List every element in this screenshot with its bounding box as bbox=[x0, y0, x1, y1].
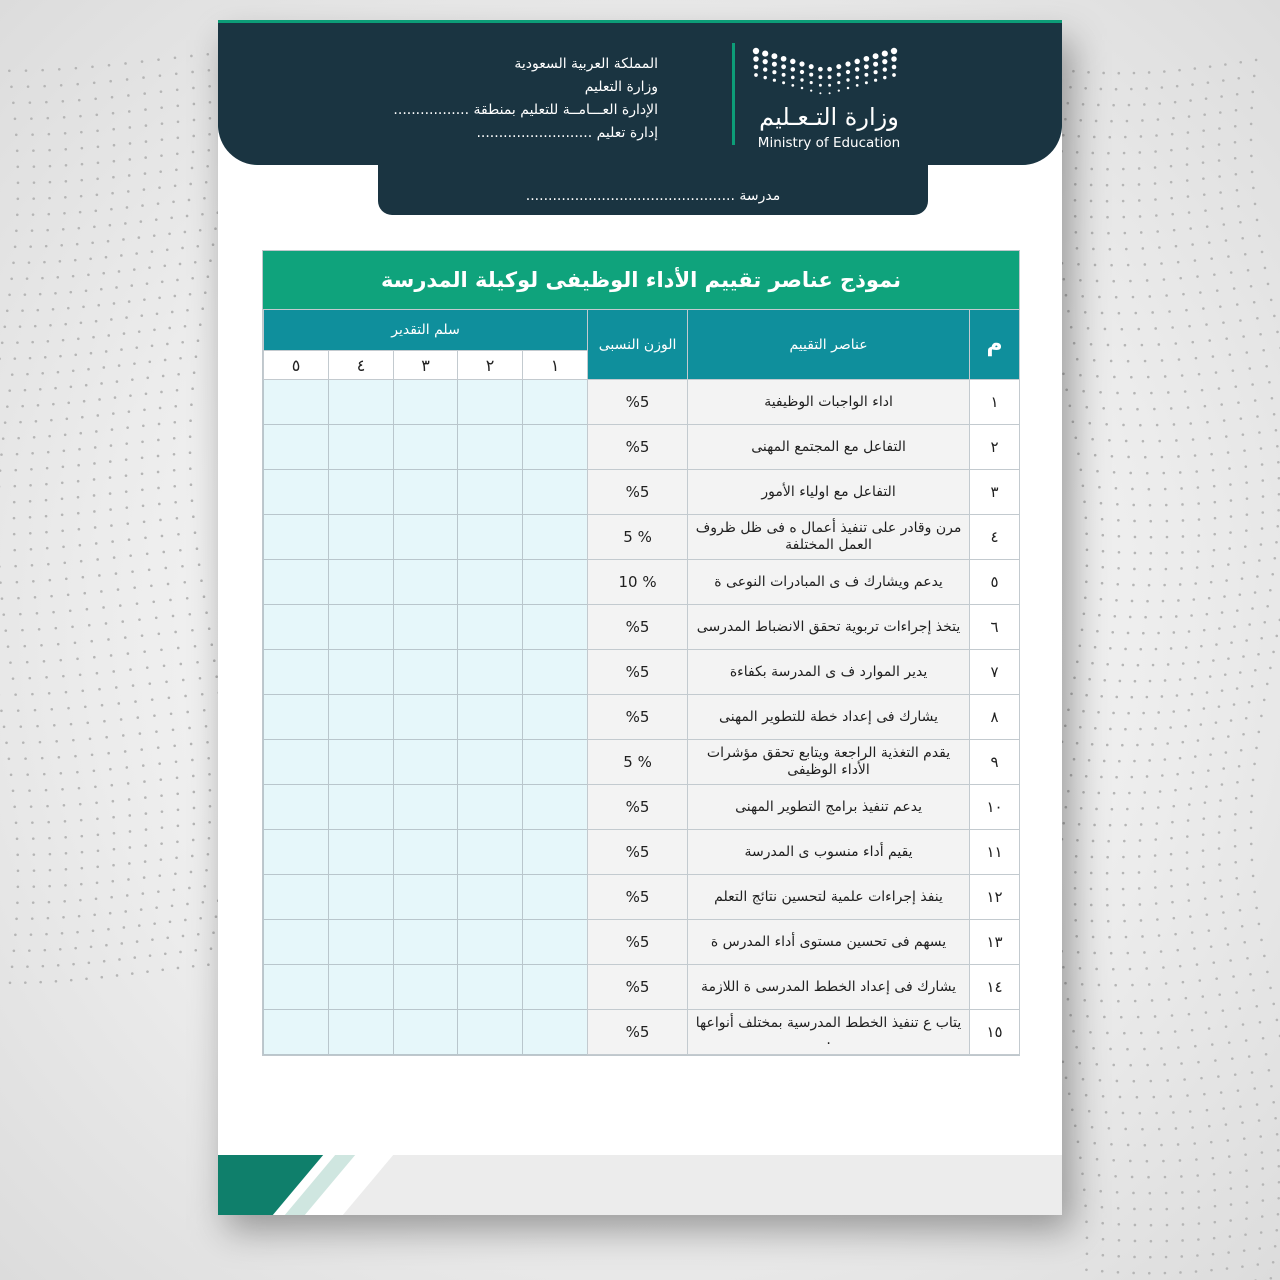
rating-cell-1[interactable] bbox=[523, 650, 588, 695]
evaluation-item: يسهم فى تحسين مستوى أداء المدرس ة bbox=[688, 920, 970, 965]
rating-cell-5[interactable] bbox=[264, 920, 329, 965]
rating-scale-3: ٣ bbox=[394, 351, 458, 380]
relative-weight: % 10 bbox=[588, 560, 688, 605]
rating-cell-1[interactable] bbox=[523, 1010, 588, 1055]
header-index: م bbox=[970, 310, 1020, 380]
rating-cell-2[interactable] bbox=[458, 830, 523, 875]
rating-cell-5[interactable] bbox=[264, 650, 329, 695]
table-row bbox=[264, 785, 1020, 830]
rating-cell-4[interactable] bbox=[329, 1010, 394, 1055]
rating-cell-4[interactable] bbox=[329, 650, 394, 695]
rating-cell-4[interactable] bbox=[329, 425, 394, 470]
rating-cell-5[interactable] bbox=[264, 695, 329, 740]
row-index: ١ bbox=[970, 380, 1020, 425]
row-index: ٤ bbox=[970, 515, 1020, 560]
evaluation-item: يقيم أداء منسوب ى المدرسة bbox=[688, 830, 970, 875]
row-index: ٩ bbox=[970, 740, 1020, 785]
rating-cell-3[interactable] bbox=[394, 785, 458, 830]
row-index: ٥ bbox=[970, 560, 1020, 605]
relative-weight: %5 bbox=[588, 470, 688, 515]
rating-cell-4[interactable] bbox=[329, 785, 394, 830]
rating-cell-2[interactable] bbox=[458, 1010, 523, 1055]
rating-cell-5[interactable] bbox=[264, 560, 329, 605]
rating-cell-3[interactable] bbox=[394, 560, 458, 605]
header-evaluation-items: عناصر التقييم bbox=[688, 310, 970, 380]
rating-cell-3[interactable] bbox=[394, 740, 458, 785]
row-index: ١٠ bbox=[970, 785, 1020, 830]
rating-cell-2[interactable] bbox=[458, 920, 523, 965]
evaluation-item: التفاعل مع المجتمع المهنى bbox=[688, 425, 970, 470]
relative-weight: %5 bbox=[588, 605, 688, 650]
relative-weight: %5 bbox=[588, 875, 688, 920]
relative-weight: %5 bbox=[588, 1010, 688, 1055]
relative-weight: %5 bbox=[588, 425, 688, 470]
rating-cell-2[interactable] bbox=[458, 695, 523, 740]
rating-cell-2[interactable] bbox=[458, 965, 523, 1010]
rating-cell-1[interactable] bbox=[523, 470, 588, 515]
table-row bbox=[264, 650, 1020, 695]
rating-cell-5[interactable] bbox=[264, 515, 329, 560]
header-address-block bbox=[368, 53, 658, 145]
rating-cell-1[interactable] bbox=[523, 425, 588, 470]
rating-cell-5[interactable] bbox=[264, 875, 329, 920]
table-row bbox=[264, 920, 1020, 965]
evaluation-item: يدعم ويشارك ف ى المبادرات النوعى ة bbox=[688, 560, 970, 605]
rating-cell-2[interactable] bbox=[458, 560, 523, 605]
relative-weight: %5 bbox=[588, 380, 688, 425]
rating-cell-3[interactable] bbox=[394, 920, 458, 965]
rating-cell-3[interactable] bbox=[394, 470, 458, 515]
logo-dot-mark bbox=[748, 45, 908, 105]
evaluation-form-page bbox=[218, 20, 1062, 1215]
rating-cell-3[interactable] bbox=[394, 965, 458, 1010]
header-line-general-administration: الإدارة العـــامــة للتعليم بمنطقة ................. bbox=[393, 102, 658, 118]
relative-weight: %5 bbox=[588, 785, 688, 830]
rating-cell-5[interactable] bbox=[264, 1010, 329, 1055]
rating-cell-1[interactable] bbox=[523, 380, 588, 425]
header-rating-scale: سلم التقدير bbox=[264, 310, 588, 351]
rating-cell-4[interactable] bbox=[329, 740, 394, 785]
row-index: ١٤ bbox=[970, 965, 1020, 1010]
logo-arabic-text: وزارة التـعـليم bbox=[759, 103, 899, 131]
table-row bbox=[264, 965, 1020, 1010]
rating-cell-5[interactable] bbox=[264, 470, 329, 515]
rating-cell-5[interactable] bbox=[264, 830, 329, 875]
relative-weight: %5 bbox=[588, 650, 688, 695]
evaluation-item: يتخذ إجراءات تربوية تحقق الانضباط المدرسى bbox=[688, 605, 970, 650]
footer-decoration bbox=[218, 1155, 1062, 1215]
school-name-field: مدرسة ............................................... bbox=[525, 188, 781, 204]
relative-weight: %5 bbox=[588, 920, 688, 965]
rating-cell-1[interactable] bbox=[523, 920, 588, 965]
header-relative-weight: الوزن النسبى bbox=[588, 310, 688, 380]
rating-cell-3[interactable] bbox=[394, 875, 458, 920]
row-index: ١٣ bbox=[970, 920, 1020, 965]
evaluation-item: يدير الموارد ف ى المدرسة بكفاءة bbox=[688, 650, 970, 695]
row-index: ٣ bbox=[970, 470, 1020, 515]
rating-cell-4[interactable] bbox=[329, 515, 394, 560]
rating-cell-2[interactable] bbox=[458, 650, 523, 695]
rating-scale-4: ٤ bbox=[329, 351, 394, 380]
rating-cell-3[interactable] bbox=[394, 830, 458, 875]
table-row bbox=[264, 740, 1020, 785]
evaluation-item: اداء الواجبات الوظيفية bbox=[688, 380, 970, 425]
table-row bbox=[264, 560, 1020, 605]
rating-cell-1[interactable] bbox=[523, 605, 588, 650]
header-line-kingdom: المملكة العربية السعودية bbox=[514, 56, 658, 72]
evaluation-item: يتاب ع تنفيذ الخطط المدرسية بمختلف أنواعها . bbox=[688, 1010, 970, 1055]
rating-scale-2: ٢ bbox=[458, 351, 523, 380]
rating-cell-4[interactable] bbox=[329, 695, 394, 740]
rating-cell-1[interactable] bbox=[523, 965, 588, 1010]
rating-cell-1[interactable] bbox=[523, 560, 588, 605]
rating-cell-2[interactable] bbox=[458, 470, 523, 515]
table-row bbox=[264, 1010, 1020, 1055]
rating-cell-4[interactable] bbox=[329, 470, 394, 515]
rating-cell-5[interactable] bbox=[264, 425, 329, 470]
evaluation-item: التفاعل مع اولياء الأمور bbox=[688, 470, 970, 515]
rating-cell-4[interactable] bbox=[329, 605, 394, 650]
rating-cell-4[interactable] bbox=[329, 560, 394, 605]
logo-english-text: Ministry of Education bbox=[757, 135, 901, 151]
relative-weight: % 5 bbox=[588, 740, 688, 785]
school-name-band bbox=[378, 165, 928, 215]
rating-cell-2[interactable] bbox=[458, 875, 523, 920]
row-index: ٨ bbox=[970, 695, 1020, 740]
rating-cell-4[interactable] bbox=[329, 830, 394, 875]
row-index: ٧ bbox=[970, 650, 1020, 695]
rating-cell-4[interactable] bbox=[329, 380, 394, 425]
rating-scale-5: ٥ bbox=[264, 351, 329, 380]
ministry-of-education-logo bbox=[748, 45, 908, 155]
rating-scale-1: ١ bbox=[523, 351, 588, 380]
evaluation-item: يشارك فى إعداد خطة للتطوير المهنى bbox=[688, 695, 970, 740]
evaluation-table-container bbox=[262, 250, 1020, 1056]
rating-cell-3[interactable] bbox=[394, 515, 458, 560]
relative-weight: %5 bbox=[588, 965, 688, 1010]
rating-cell-4[interactable] bbox=[329, 965, 394, 1010]
relative-weight: %5 bbox=[588, 830, 688, 875]
rating-cell-5[interactable] bbox=[264, 965, 329, 1010]
rating-cell-1[interactable] bbox=[523, 875, 588, 920]
rating-cell-2[interactable] bbox=[458, 515, 523, 560]
rating-cell-3[interactable] bbox=[394, 1010, 458, 1055]
evaluation-item: مرن وقادر على تنفيذ أعمال ه فى ظل ظروف العمل المختلفة bbox=[688, 515, 970, 560]
rating-cell-1[interactable] bbox=[523, 830, 588, 875]
rating-cell-1[interactable] bbox=[523, 740, 588, 785]
rating-cell-5[interactable] bbox=[264, 740, 329, 785]
rating-cell-1[interactable] bbox=[523, 515, 588, 560]
rating-cell-1[interactable] bbox=[523, 695, 588, 740]
evaluation-item: يقدم التغذية الراجعة ويتابع تحقق مؤشرات الأداء الوظيفى bbox=[688, 740, 970, 785]
evaluation-item: ينفذ إجراءات علمية لتحسين نتائج التعلم bbox=[688, 875, 970, 920]
rating-cell-3[interactable] bbox=[394, 650, 458, 695]
rating-cell-2[interactable] bbox=[458, 380, 523, 425]
rating-cell-5[interactable] bbox=[264, 605, 329, 650]
table-row bbox=[264, 830, 1020, 875]
table-row bbox=[264, 695, 1020, 740]
table-row bbox=[264, 470, 1020, 515]
rating-cell-2[interactable] bbox=[458, 785, 523, 830]
table-title: نموذج عناصر تقييم الأداء الوظيفى لوكيلة المدرسة bbox=[263, 251, 1019, 309]
header-line-education-office: إدارة تعليم .......................... bbox=[476, 125, 658, 141]
rating-cell-1[interactable] bbox=[523, 785, 588, 830]
rating-cell-2[interactable] bbox=[458, 605, 523, 650]
rating-cell-5[interactable] bbox=[264, 380, 329, 425]
rating-cell-4[interactable] bbox=[329, 875, 394, 920]
relative-weight: %5 bbox=[588, 695, 688, 740]
table-row bbox=[264, 515, 1020, 560]
table-row bbox=[264, 875, 1020, 920]
footer-stripe-gray bbox=[343, 1155, 1062, 1215]
header-band bbox=[218, 20, 1062, 165]
rating-cell-3[interactable] bbox=[394, 425, 458, 470]
rating-cell-2[interactable] bbox=[458, 740, 523, 785]
row-index: ١٥ bbox=[970, 1010, 1020, 1055]
evaluation-table bbox=[263, 309, 1020, 1055]
table-row bbox=[264, 380, 1020, 425]
rating-cell-2[interactable] bbox=[458, 425, 523, 470]
row-index: ٢ bbox=[970, 425, 1020, 470]
rating-cell-3[interactable] bbox=[394, 380, 458, 425]
evaluation-item: يشارك فى إعداد الخطط المدرسى ة اللازمة bbox=[688, 965, 970, 1010]
evaluation-table-body bbox=[264, 380, 1020, 1055]
header-divider bbox=[732, 43, 735, 145]
rating-cell-5[interactable] bbox=[264, 785, 329, 830]
header-line-ministry: وزارة التعليم bbox=[584, 79, 658, 95]
relative-weight: % 5 bbox=[588, 515, 688, 560]
rating-cell-4[interactable] bbox=[329, 920, 394, 965]
row-index: ٦ bbox=[970, 605, 1020, 650]
rating-cell-3[interactable] bbox=[394, 605, 458, 650]
row-index: ١٢ bbox=[970, 875, 1020, 920]
table-row bbox=[264, 425, 1020, 470]
evaluation-item: يدعم تنفيذ برامج التطوير المهنى bbox=[688, 785, 970, 830]
table-row bbox=[264, 605, 1020, 650]
rating-cell-3[interactable] bbox=[394, 695, 458, 740]
row-index: ١١ bbox=[970, 830, 1020, 875]
